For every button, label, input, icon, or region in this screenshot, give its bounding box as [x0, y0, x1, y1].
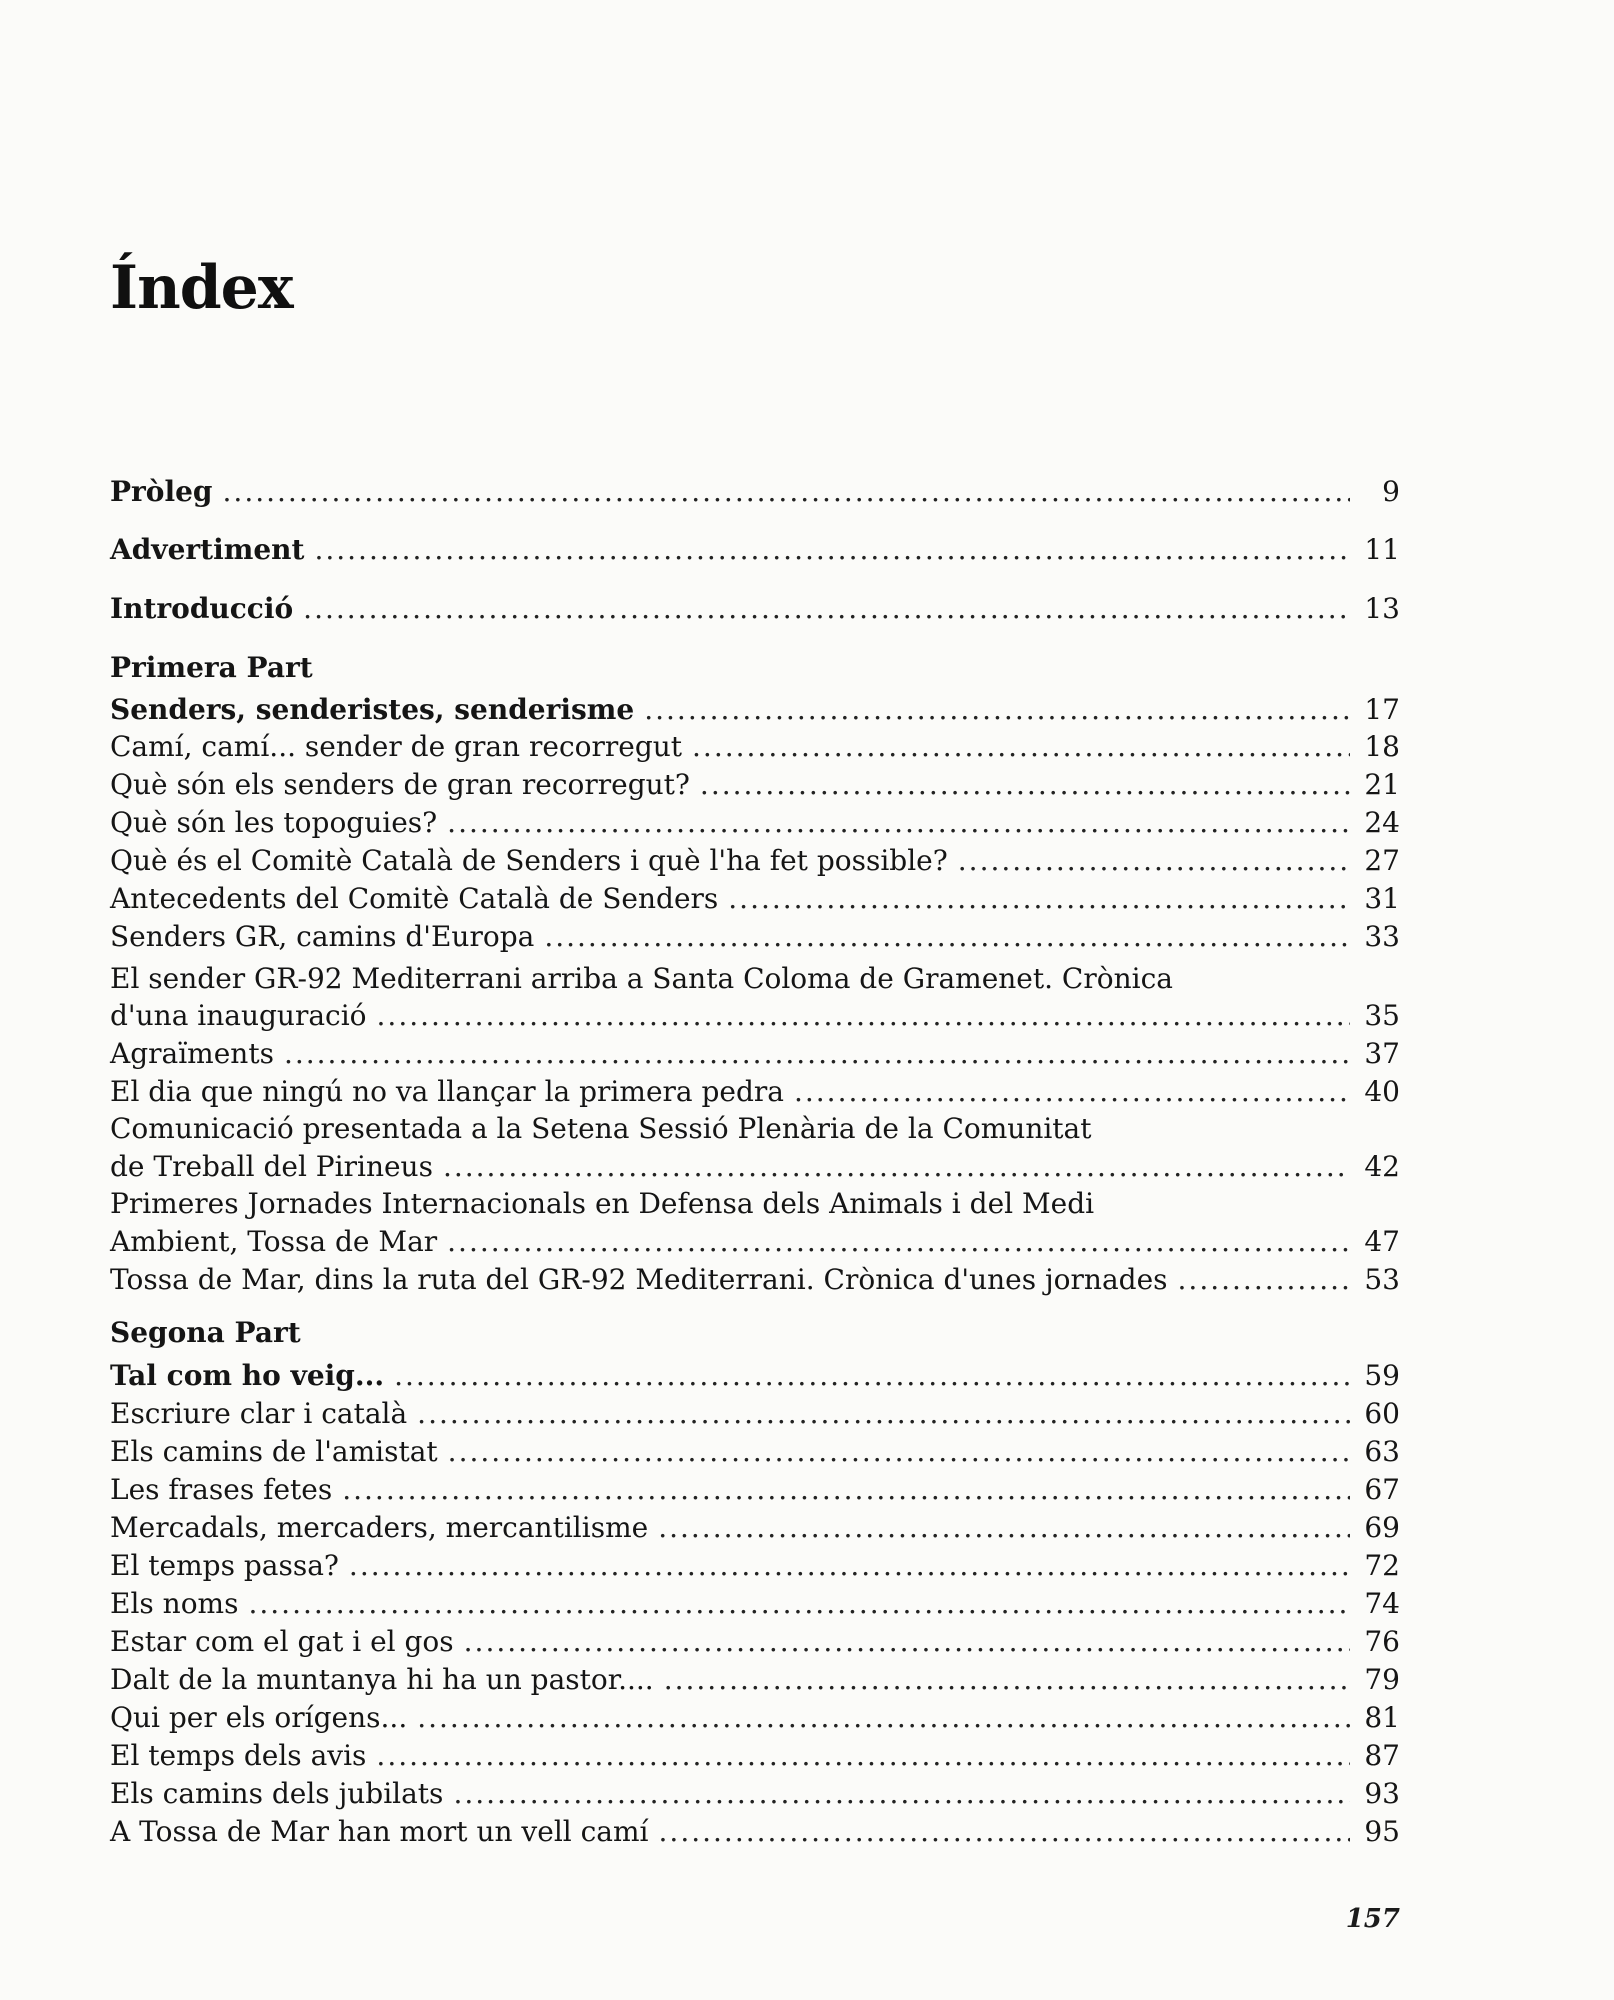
toc-entry-label: El dia que ningú no va llançar la primera pedra [110, 1075, 784, 1108]
part-heading-segona: Segona Part [110, 1316, 301, 1349]
toc-page-number: 69 [1364, 1511, 1400, 1544]
toc-page-number: 53 [1364, 1263, 1400, 1296]
dot-leader [447, 1224, 1350, 1260]
dot-leader [453, 1776, 1350, 1812]
toc-entry[interactable] [110, 1262, 1400, 1298]
toc-entry[interactable] [110, 919, 1400, 955]
toc-entry-label: Mercadals, mercaders, mercantilisme [110, 1511, 649, 1544]
toc-entry[interactable] [110, 1149, 1400, 1185]
toc-page-number: 9 [1382, 475, 1400, 508]
toc-entry-advertiment[interactable] [110, 532, 1400, 568]
toc-entry-label: Què són els senders de gran recorregut? [110, 768, 690, 801]
toc-page-number: 31 [1364, 882, 1400, 915]
toc-page-number: 67 [1364, 1473, 1400, 1506]
toc-entry-label: Tal com ho veig... [110, 1359, 385, 1392]
toc-entry-label: Agraïments [110, 1037, 274, 1070]
dot-leader [658, 1510, 1350, 1546]
toc-page-number: 13 [1364, 592, 1400, 625]
dot-leader [958, 843, 1350, 879]
toc-entry-label: Qui per els orígens... [110, 1701, 408, 1734]
toc-entry-label: Senders, senderistes, senderisme [110, 693, 635, 726]
toc-entry-label: Dalt de la muntanya hi ha un pastor.... [110, 1663, 654, 1696]
toc-entry[interactable] [110, 1434, 1400, 1470]
dot-leader [464, 1624, 1350, 1660]
toc-page-number: 27 [1364, 844, 1400, 877]
toc-page-number: 33 [1364, 920, 1400, 953]
dot-leader [447, 805, 1350, 841]
toc-page-number: 35 [1364, 999, 1400, 1032]
toc-page-number: 63 [1364, 1435, 1400, 1468]
toc-entry-label: Les frases fetes [110, 1473, 333, 1506]
toc-page-number: 24 [1364, 806, 1400, 839]
toc-entry-label: Advertiment [110, 533, 305, 566]
toc-page-number: 11 [1364, 533, 1400, 566]
dot-leader [303, 591, 1350, 627]
toc-entry-label: Què són les topoguies? [110, 806, 438, 839]
toc-page-number: 74 [1364, 1587, 1400, 1620]
dot-leader [314, 532, 1350, 568]
toc-page-number: 42 [1364, 1150, 1400, 1183]
toc-page-number: 87 [1364, 1739, 1400, 1772]
toc-section-senders[interactable] [110, 692, 1400, 728]
toc-page-number: 81 [1364, 1701, 1400, 1734]
toc-entry-label: de Treball del Pirineus [110, 1150, 433, 1183]
toc-page-number: 37 [1364, 1037, 1400, 1070]
toc-entry[interactable] [110, 1510, 1400, 1546]
page-folio-number: 157 [1345, 1904, 1400, 1934]
dot-leader [443, 1149, 1350, 1185]
dot-leader [692, 729, 1350, 765]
toc-page-number: 60 [1364, 1397, 1400, 1430]
toc-entry[interactable] [110, 881, 1400, 917]
toc-entry[interactable] [110, 767, 1400, 803]
toc-entry[interactable] [110, 805, 1400, 841]
toc-entry-first-line[interactable]: Comunicació presentada a la Setena Sessió Plenària de la Comunitat [110, 1112, 1092, 1145]
toc-entry[interactable] [110, 729, 1400, 765]
toc-page-number: 18 [1364, 730, 1400, 763]
toc-page-number: 93 [1364, 1777, 1400, 1810]
page-title: Índex [110, 253, 293, 323]
toc-entry[interactable] [110, 1662, 1400, 1698]
toc-entry-label: Introducció [110, 592, 294, 625]
dot-leader [223, 474, 1350, 510]
toc-entry-introduccio[interactable] [110, 591, 1400, 627]
dot-leader [664, 1662, 1350, 1698]
dot-leader [544, 919, 1350, 955]
dot-leader [376, 1738, 1350, 1774]
dot-leader [1178, 1262, 1350, 1298]
toc-entry[interactable] [110, 1548, 1400, 1584]
dot-leader [417, 1700, 1350, 1736]
toc-entry[interactable] [110, 1624, 1400, 1660]
toc-entry[interactable] [110, 1036, 1400, 1072]
dot-leader [659, 1814, 1350, 1850]
part-heading-primera: Primera Part [110, 651, 313, 684]
toc-entry[interactable] [110, 1074, 1400, 1110]
toc-entry-first-line[interactable]: Primeres Jornades Internacionals en Defensa dels Animals i del Medi [110, 1187, 1095, 1220]
dot-leader [377, 998, 1350, 1034]
toc-page-number: 79 [1364, 1663, 1400, 1696]
dot-leader [700, 767, 1350, 803]
toc-entry[interactable] [110, 998, 1400, 1034]
toc-entry-label: d'una inauguració [110, 999, 367, 1032]
toc-entry-label: Estar com el gat i el gos [110, 1625, 454, 1658]
dot-leader [349, 1548, 1350, 1584]
toc-entry[interactable] [110, 1472, 1400, 1508]
toc-section-tal-com-ho-veig[interactable] [110, 1358, 1400, 1394]
toc-entry[interactable] [110, 1700, 1400, 1736]
toc-entry[interactable] [110, 1814, 1400, 1850]
toc-page-number: 17 [1364, 693, 1400, 726]
dot-leader [284, 1036, 1350, 1072]
toc-page-number: 72 [1364, 1549, 1400, 1582]
dot-leader [248, 1586, 1350, 1622]
toc-entry-label: Els camins dels jubilats [110, 1777, 444, 1810]
dot-leader [394, 1358, 1350, 1394]
toc-entry[interactable] [110, 1224, 1400, 1260]
toc-entry-label: El temps passa? [110, 1549, 339, 1582]
toc-entry-label: Pròleg [110, 475, 213, 508]
toc-entry-label: Escriure clar i català [110, 1397, 408, 1430]
toc-entry-proleg[interactable] [110, 474, 1400, 510]
toc-entry-label: Els noms [110, 1587, 239, 1620]
dot-leader [794, 1074, 1350, 1110]
toc-entry-label: El temps dels avis [110, 1739, 367, 1772]
toc-entry-label: Què és el Comitè Català de Senders i què l'ha fet possible? [110, 844, 948, 877]
toc-entry-label: Ambient, Tossa de Mar [110, 1225, 438, 1258]
toc-page-number: 59 [1364, 1359, 1400, 1392]
dot-leader [342, 1472, 1350, 1508]
toc-entry-first-line[interactable]: El sender GR-92 Mediterrani arriba a Santa Coloma de Gramenet. Crònica [110, 962, 1173, 995]
toc-entry-label: Els camins de l'amistat [110, 1435, 438, 1468]
dot-leader [448, 1434, 1350, 1470]
toc-entry[interactable] [110, 1586, 1400, 1622]
toc-entry-label: Tossa de Mar, dins la ruta del GR-92 Mediterrani. Crònica d'unes jornades [110, 1263, 1168, 1296]
toc-page-number: 95 [1364, 1815, 1400, 1848]
toc-entry[interactable] [110, 1776, 1400, 1812]
toc-entry-label: Camí, camí... sender de gran recorregut [110, 730, 683, 763]
toc-page-number: 47 [1364, 1225, 1400, 1258]
toc-page-number: 21 [1364, 768, 1400, 801]
toc-page-number: 40 [1364, 1075, 1400, 1108]
dot-leader [417, 1396, 1350, 1432]
toc-entry[interactable] [110, 1738, 1400, 1774]
toc-entry-label: Senders GR, camins d'Europa [110, 920, 535, 953]
toc-entry[interactable] [110, 843, 1400, 879]
toc-entry-label: A Tossa de Mar han mort un vell camí [110, 1815, 649, 1848]
toc-entry-label: Antecedents del Comitè Català de Senders [110, 882, 719, 915]
dot-leader [728, 881, 1350, 917]
toc-page-number: 76 [1364, 1625, 1400, 1658]
dot-leader [644, 692, 1350, 728]
toc-entry[interactable] [110, 1396, 1400, 1432]
